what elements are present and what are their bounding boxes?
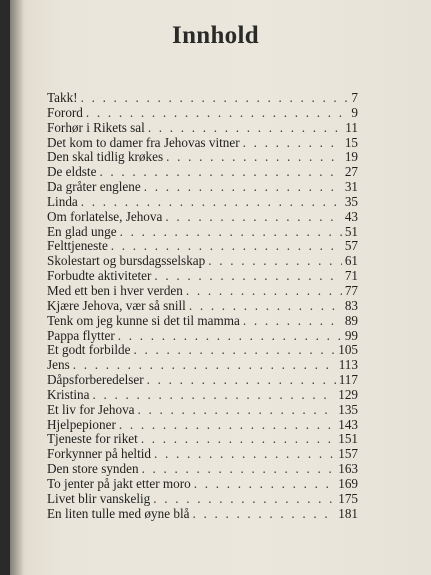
toc-entry-title: Om forlatelse, Jehova	[47, 208, 163, 224]
toc-entry-page-number: 181	[338, 505, 358, 521]
toc-entry	[47, 358, 358, 373]
toc-entry-title: Linda	[47, 193, 78, 209]
toc-dot-leader	[81, 195, 342, 210]
toc-dot-leader	[119, 418, 335, 433]
toc-dot-leader	[142, 462, 336, 477]
toc-entry-page-number: 157	[338, 446, 358, 462]
toc-entry-title: Felttjeneste	[47, 238, 108, 254]
toc-entry	[47, 418, 358, 433]
toc-entry-page-number: 77	[344, 282, 358, 298]
toc-entry	[47, 195, 358, 210]
toc-entry-title: En liten tulle med øyne blå	[47, 505, 190, 521]
toc-entry-page-number: 117	[338, 372, 358, 388]
toc-entry-page-number: 35	[344, 193, 358, 209]
toc-entry	[47, 477, 358, 492]
toc-dot-leader	[141, 432, 335, 447]
toc-entry-page-number: 89	[344, 312, 358, 328]
toc-entry-page-number: 175	[338, 490, 358, 506]
toc-entry	[47, 284, 358, 299]
toc-entry	[47, 269, 358, 284]
toc-entry-page-number: 113	[338, 357, 358, 373]
toc-entry-page-number: 169	[338, 475, 358, 491]
toc-entry-title: Med ett ben i hver verden	[47, 282, 183, 298]
toc-entry-title: Livet blir vanskelig	[47, 490, 151, 506]
toc-entry-page-number: 43	[344, 208, 358, 224]
toc-entry-title: Takk!	[47, 90, 78, 105]
toc-entry-page-number: 151	[338, 431, 358, 447]
toc-entry	[47, 239, 358, 254]
toc-dot-leader	[154, 269, 341, 284]
toc-dot-leader	[93, 388, 336, 403]
toc-entry-page-number: 27	[344, 164, 358, 180]
toc-entry-title: Pappa flytter	[47, 327, 115, 343]
toc-entry-title: Kristina	[47, 386, 90, 402]
toc-entry-page-number: 19	[344, 149, 358, 165]
toc-entry	[47, 136, 358, 151]
toc-entry-title: Den store synden	[47, 461, 139, 477]
toc-dot-leader	[81, 91, 349, 106]
toc-entry	[47, 91, 358, 106]
toc-dot-leader	[153, 492, 335, 507]
toc-entry	[47, 373, 358, 388]
toc-dot-leader	[154, 447, 335, 462]
toc-entry-page-number: 99	[344, 327, 358, 343]
toc-entry-page-number: 163	[338, 461, 358, 477]
toc-dot-leader	[165, 210, 341, 225]
toc-entry-title: Forbudte aktiviteter	[47, 268, 152, 284]
toc-entry	[47, 507, 358, 522]
toc-entry-title: Det kom to damer fra Jehovas vitner	[47, 134, 240, 150]
toc-entry-title: Forhør i Rikets sal	[47, 119, 145, 135]
toc-entry-page-number: 51	[344, 223, 358, 239]
toc-dot-leader	[86, 106, 349, 121]
toc-entry-title: Skolestart og bursdagsselskap	[47, 253, 206, 269]
toc-entry	[47, 403, 358, 418]
toc-entry-title: Hjelpepioner	[47, 416, 116, 432]
toc-entry	[47, 150, 358, 165]
toc-entry-title: Forkynner på heltid	[47, 446, 152, 462]
toc-entry-title: En glad unge	[47, 223, 117, 239]
toc-dot-leader	[208, 254, 342, 269]
toc-entry	[47, 225, 358, 240]
toc-entry	[47, 314, 358, 329]
toc-entry-page-number: 57	[344, 238, 358, 254]
toc-dot-leader	[120, 225, 342, 240]
toc-dot-leader	[243, 136, 342, 151]
toc-entry-page-number: 105	[338, 342, 358, 358]
toc-entry	[47, 121, 358, 136]
toc-dot-leader	[147, 373, 336, 388]
toc-entry-title: To jenter på jakt etter moro	[47, 475, 191, 491]
toc-entry	[47, 210, 358, 225]
toc-entry	[47, 447, 358, 462]
toc-entry	[47, 432, 358, 447]
toc-dot-leader	[118, 329, 342, 344]
toc-dot-leader	[189, 299, 342, 314]
toc-entry-page-number: 31	[344, 179, 358, 195]
toc-dot-leader	[138, 403, 336, 418]
toc-entry	[47, 343, 358, 358]
toc-entry-page-number: 61	[344, 253, 358, 269]
toc-entry	[47, 106, 358, 121]
toc-entry-title: Tenk om jeg kunne si det til mamma	[47, 312, 240, 328]
toc-entry	[47, 388, 358, 403]
toc-entry-page-number: 15	[344, 134, 358, 150]
toc-dot-leader	[111, 239, 342, 254]
toc-entry-title: Tjeneste for riket	[47, 431, 138, 447]
page-title: Innhold	[172, 21, 259, 49]
toc-entry-page-number: 11	[345, 119, 358, 135]
page-gutter-shadow	[10, 0, 24, 575]
toc-dot-leader	[148, 121, 342, 136]
toc-entry-page-number: 83	[344, 297, 358, 313]
toc-entry-page-number: 71	[344, 268, 358, 284]
toc-entry-title: Jens	[47, 357, 70, 373]
toc-entry	[47, 180, 358, 195]
toc-entry-title: De eldste	[47, 164, 97, 180]
toc-dot-leader	[134, 343, 336, 358]
toc-entry-title: Da gråter englene	[47, 179, 141, 195]
toc-entry	[47, 254, 358, 269]
toc-entry	[47, 462, 358, 477]
toc-dot-leader	[144, 180, 342, 195]
toc-entry-title: Den skal tidlig krøkes	[47, 149, 164, 165]
toc-entry-page-number: 143	[338, 416, 358, 432]
toc-entry	[47, 492, 358, 507]
toc-dot-leader	[194, 477, 336, 492]
toc-entry-title: Dåpsforberedelser	[47, 372, 144, 388]
toc-entry-page-number: 129	[338, 386, 358, 402]
toc-entry-title: Et godt forbilde	[47, 342, 131, 358]
toc-dot-leader	[186, 284, 342, 299]
toc-entry	[47, 329, 358, 344]
table-of-contents	[47, 91, 358, 521]
toc-entry-page-number: 9	[351, 104, 358, 120]
toc-entry-title: Forord	[47, 104, 83, 120]
toc-dot-leader	[73, 358, 336, 373]
toc-entry-page-number: 7	[351, 90, 358, 105]
toc-entry-title: Kjære Jehova, vær så snill	[47, 297, 186, 313]
toc-dot-leader	[166, 150, 342, 165]
toc-entry	[47, 165, 358, 180]
toc-entry-page-number: 135	[338, 401, 358, 417]
toc-entry	[47, 299, 358, 314]
toc-dot-leader	[243, 314, 342, 329]
toc-entry-title: Et liv for Jehova	[47, 401, 135, 417]
toc-dot-leader	[99, 165, 341, 180]
toc-dot-leader	[192, 507, 335, 522]
